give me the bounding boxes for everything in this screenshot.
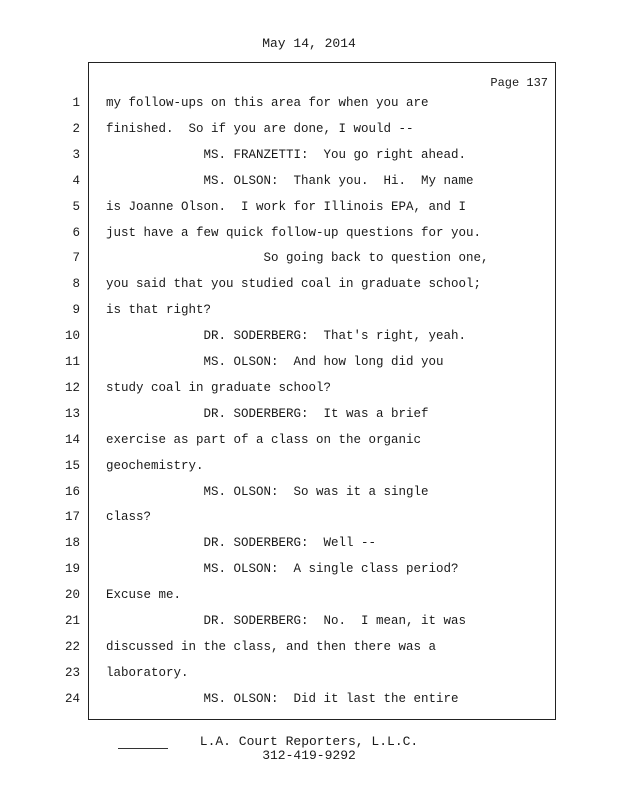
- transcript-line: DR. SODERBERG: That's right, yeah.: [106, 329, 467, 343]
- line-number: 13: [64, 407, 80, 421]
- transcript-line: MS. FRANZETTI: You go right ahead.: [106, 148, 467, 162]
- transcript-line: is that right?: [106, 303, 212, 317]
- transcript-line: you said that you studied coal in graduate school;: [106, 277, 482, 291]
- court-reporter-name: L.A. Court Reporters, L.L.C.: [199, 734, 419, 749]
- line-number: 14: [64, 433, 80, 447]
- transcript-line: So going back to question one,: [106, 251, 489, 265]
- line-number: 12: [64, 381, 80, 395]
- line-number: 6: [72, 226, 80, 240]
- transcript-line: is Joanne Olson. I work for Illinois EPA, and I: [106, 200, 467, 214]
- line-number: 17: [64, 510, 80, 524]
- line-number: 18: [64, 536, 80, 550]
- line-number: 9: [72, 303, 80, 317]
- transcript-line: geochemistry.: [106, 459, 204, 473]
- line-number: 1: [72, 96, 80, 110]
- line-number: 15: [64, 459, 80, 473]
- court-reporter-phone: 312-419-9292: [262, 748, 356, 763]
- transcript-line: finished. So if you are done, I would --: [106, 122, 414, 136]
- line-number: 11: [64, 355, 80, 369]
- transcript-line: DR. SODERBERG: Well --: [106, 536, 377, 550]
- line-number: 4: [72, 174, 80, 188]
- transcript-line: MS. OLSON: Thank you. Hi. My name: [106, 174, 474, 188]
- line-number: 5: [72, 200, 80, 214]
- transcript-line: MS. OLSON: Did it last the entire: [106, 692, 459, 706]
- transcript-line: MS. OLSON: So was it a single: [106, 485, 429, 499]
- transcript-line: MS. OLSON: And how long did you: [106, 355, 444, 369]
- transcript-date: May 14, 2014: [262, 36, 356, 51]
- line-number: 16: [64, 485, 80, 499]
- line-number: 24: [64, 692, 80, 706]
- line-number: 2: [72, 122, 80, 136]
- transcript-line: DR. SODERBERG: No. I mean, it was: [106, 614, 467, 628]
- line-number: 19: [64, 562, 80, 576]
- transcript-line: DR. SODERBERG: It was a brief: [106, 407, 429, 421]
- transcript-line: my follow-ups on this area for when you are: [106, 96, 429, 110]
- line-number: 20: [64, 588, 80, 602]
- line-number: 7: [72, 251, 80, 265]
- line-number: 10: [64, 329, 80, 343]
- transcript-line: discussed in the class, and then there was a: [106, 640, 437, 654]
- transcript-line: study coal in graduate school?: [106, 381, 332, 395]
- transcript-line: Excuse me.: [106, 588, 182, 602]
- line-number: 23: [64, 666, 80, 680]
- page-number: Page 137: [490, 76, 548, 90]
- transcript-line: class?: [106, 510, 152, 524]
- transcript-line: exercise as part of a class on the organic: [106, 433, 422, 447]
- line-number: 8: [72, 277, 80, 291]
- transcript-line: MS. OLSON: A single class period?: [106, 562, 459, 576]
- line-number: 22: [64, 640, 80, 654]
- line-number: 3: [72, 148, 80, 162]
- transcript-line: laboratory.: [106, 666, 189, 680]
- transcript-line: just have a few quick follow-up questions for you.: [106, 226, 482, 240]
- line-number: 21: [64, 614, 80, 628]
